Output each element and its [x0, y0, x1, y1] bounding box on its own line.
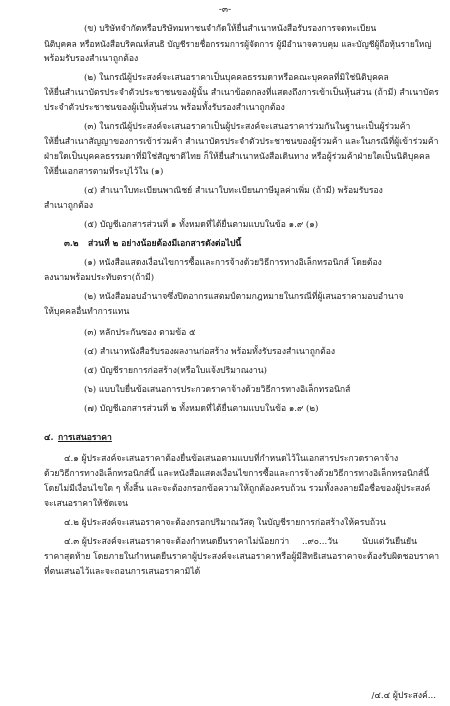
text-line: ให้ยื่นสำเนาสัญญาของการเข้าร่วมค้า สำเนาบัตรประจำตัวประชาชนของผู้ร่วมค้า และในกรณีที่ผู้เข้าร่วมค้า — [44, 137, 439, 147]
text-line: ลงนามพร้อมประทับตรา(ถ้ามี) — [44, 273, 155, 283]
text-line: (๕) บัญชีเอกสารส่วนที่ ๑ ทั้งหมดที่ได้ยื่นตามแบบในข้อ ๑.๙ (๑) — [84, 220, 319, 230]
text-line: ที่ตนเสนอไว้และจะถอนการเสนอราคามิได้ — [44, 567, 201, 577]
text-line: จะเสนอราคาให้ชัดเจน — [44, 499, 129, 509]
text-line: ๔.๒ ผู้ประสงค์จะเสนอราคาจะต้องกรอกปริมาณวัสดุ ในบัญชีรายการก่อสร้างให้ครบถ้วน — [64, 518, 386, 528]
text-line: (๔) สำเนาใบทะเบียนพาณิชย์ สำเนาใบทะเบียนภาษีมูลค่าเพิ่ม (ถ้ามี) พร้อมรับรอง — [84, 186, 383, 196]
text-line: (๓) ในกรณีผู้ประสงค์จะเสนอราคาเป็นผู้ประสงค์จะเสนอราคาร่วมกันในฐานะเป็นผู้ร่วมค้า — [84, 122, 411, 132]
text-line: (ข) บริษัทจำกัดหรือบริษัทมหาชนจำกัดให้ยื่นสำเนาหนังสือรับรองการจดทะเบียน — [84, 24, 377, 34]
section-heading: การเสนอราคา — [58, 433, 112, 443]
text-line: โดยไม่มีเงื่อนไขใด ๆ ทั้งสิ้น และจะต้องกรอกข้อความให้ถูกต้องครบถ้วน รวมทั้งลงลายมือชื่อของผู้ประสงค์ — [44, 484, 431, 494]
text-line: (๓) หลักประกันซอง ตามข้อ ๕ — [84, 328, 196, 338]
text-line: (๔) สำเนาหนังสือรับรองผลงานก่อสร้าง พร้อมทั้งรับรองสำเนาถูกต้อง — [84, 347, 336, 357]
text-line: พร้อมรับรองสำเนาถูกต้อง — [44, 54, 139, 64]
section-number: ๔. — [44, 433, 54, 443]
text-line: (๕) บัญชีรายการก่อสร้าง(หรือใบแจ้งปริมาณงาน) — [84, 366, 267, 376]
continuation-footer: /๔.๔ ผู้ประสงค์... — [371, 691, 436, 701]
text-line: ด้วยวิธีการทางอิเล็กทรอนิกส์นี้ และหนังสือแสดงเงื่อนไขการซื้อและการจ้างด้วยวิธีการทางอิเล็กทรอนิกส์นี้ — [44, 469, 430, 479]
text-line: ฝ่ายใดเป็นบุคคลธรรมดาที่มิใช่สัญชาติไทย ก็ให้ยื่นสำเนาหนังสือเดินทาง หรือผู้ร่วมค้าฝ่ายใดเป็นนิติบุคคล — [44, 152, 431, 162]
text-line: นิติบุคคล หรือหนังสือบริคณห์สนธิ บัญชีรายชื่อกรรมการผู้จัดการ ผู้มีอำนาจควบคุม และบัญชีผู้ถือหุ้นรายใหญ่ — [44, 39, 432, 49]
section-number: ๓.๒ — [64, 239, 79, 249]
text-line: ๔.๓ ผู้ประสงค์จะเสนอราคาจะต้องกำหนดยืนราคาไม่น้อยกว่า — [64, 537, 290, 547]
text-line: (๒) หนังสือมอบอำนาจซึ่งปิดอากรแสตมป์ตามกฎหมายในกรณีที่ผู้เสนอราคามอบอำนาจ — [84, 292, 404, 302]
page-number: -๓- — [218, 5, 232, 15]
text-line: ..๙๐...วัน — [302, 537, 338, 547]
text-line: ๔.๑ ผู้ประสงค์จะเสนอราคาต้องยื่นข้อเสนอตามแบบที่กำหนดไว้ในเอกสารประกวดราคาจ้าง — [64, 454, 399, 464]
text-line: ประจำตัวประชาชนของผู้เป็นหุ้นส่วน พร้อมทั้งรับรองสำเนาถูกต้อง — [44, 103, 285, 113]
text-line: ราคาสุดท้าย โดยภายในกำหนดยืนราคาผู้ประสงค์จะเสนอราคาหรือผู้มีสิทธิเสนอราคาจะต้องรับผิดชอบราคา — [44, 552, 440, 562]
text-line: (๑) หนังสือแสดงเงื่อนไขการซื้อและการจ้างด้วยวิธีการทางอิเล็กทรอนิกส์ โดยต้อง — [84, 258, 382, 268]
text-line: (๗) บัญชีเอกสารส่วนที่ ๒ ทั้งหมดที่ได้ยื่นตามแบบในข้อ ๑.๙ (๒) — [84, 404, 319, 414]
text-line: ให้บุคคลอื่นทำการแทน — [44, 307, 130, 317]
text-line: ให้ยื่นเอกสารตามที่ระบุไว้ใน (๑) — [44, 167, 164, 177]
text-line: (๒) ในกรณีผู้ประสงค์จะเสนอราคาเป็นบุคคลธรรมดาหรือคณะบุคคลที่มิใช่นิติบุคคล — [84, 73, 389, 83]
section-heading: ส่วนที่ ๒ อย่างน้อยต้องมีเอกสารดังต่อไปนี้ — [88, 239, 242, 249]
text-line: ให้ยื่นสำเนาบัตรประจำตัวประชาชนของผู้นั้น สำเนาข้อตกลงที่แสดงถึงการเข้าเป็นหุ้นส่วน (ถ้ามี) สำเนาบัตร — [44, 88, 439, 98]
text-line: นับแต่วันยืนยัน — [362, 537, 417, 547]
text-line: สำเนาถูกต้อง — [44, 201, 94, 211]
text-line: (๖) แบบใบยื่นข้อเสนอการประกวดราคาจ้างด้วยวิธีการทางอิเล็กทรอนิกส์ — [84, 385, 351, 395]
